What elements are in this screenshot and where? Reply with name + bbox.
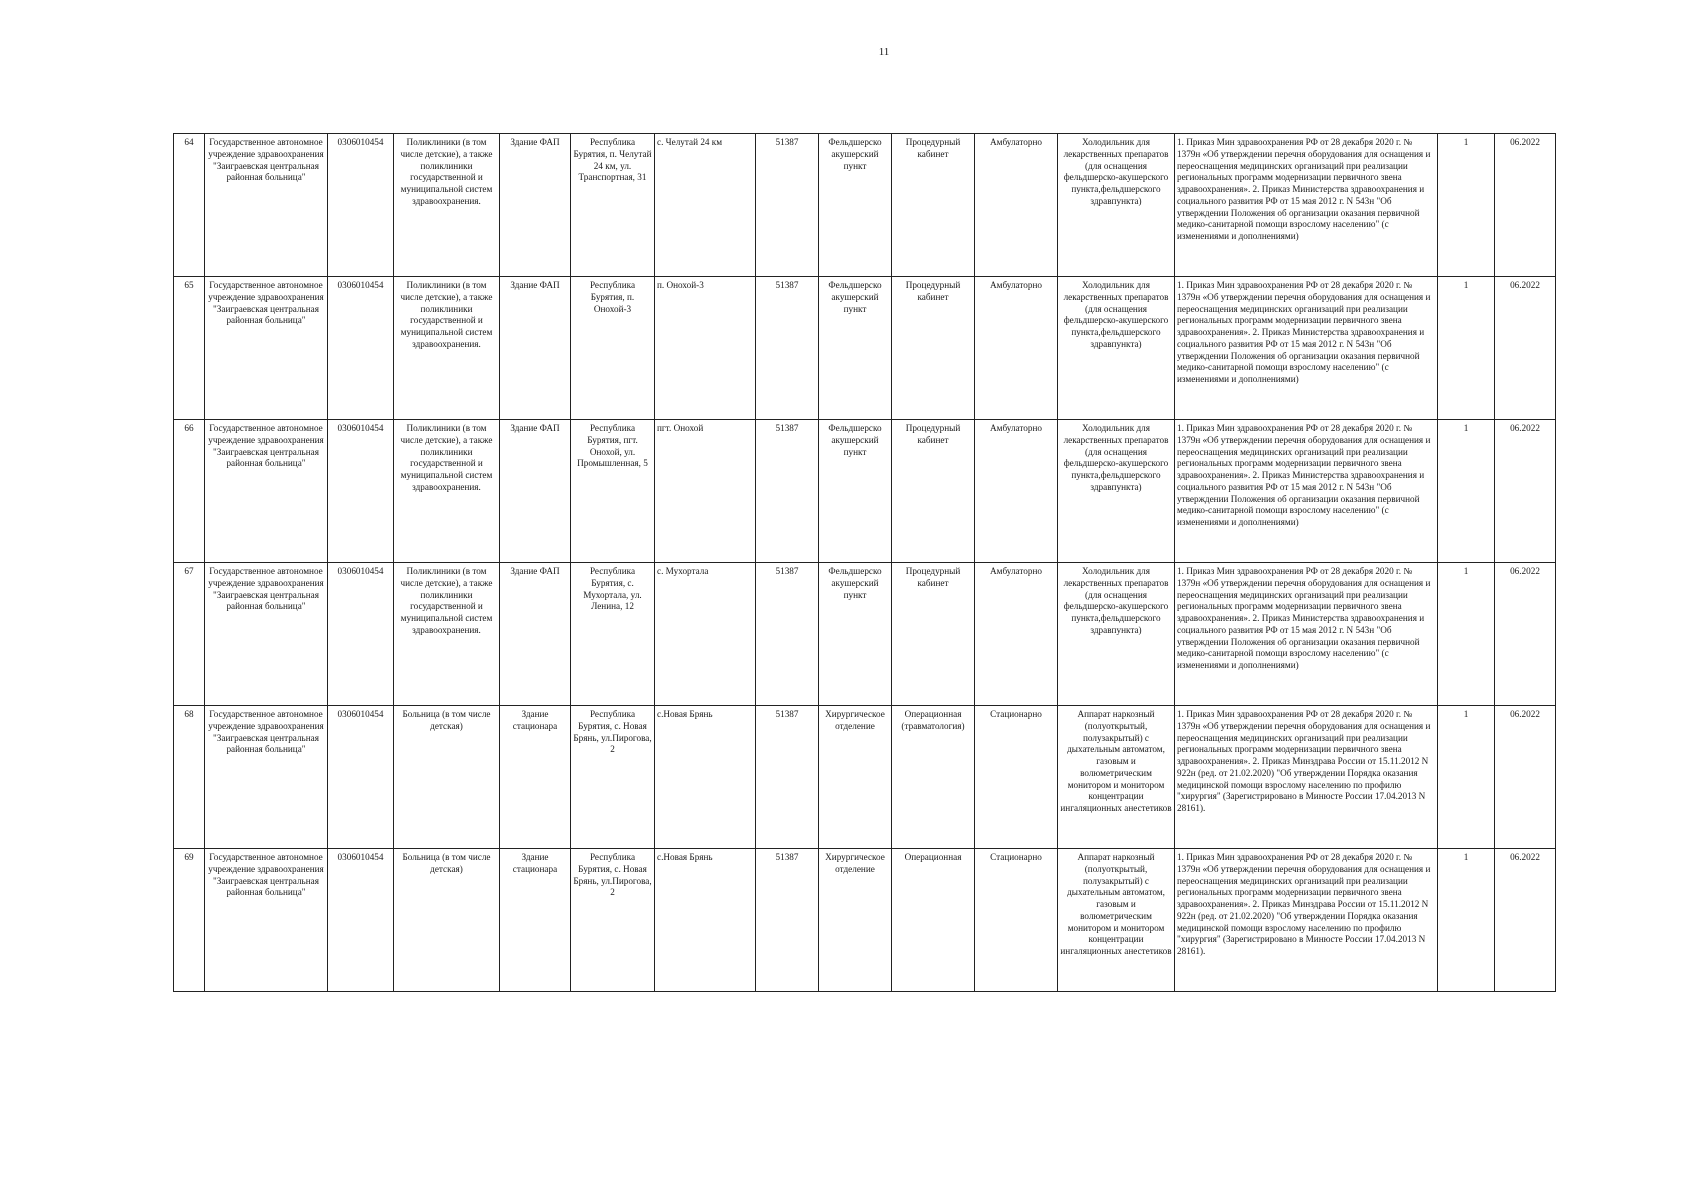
inn-cell: 0306010454 [328, 420, 394, 563]
care-mode-cell: Амбулаторно [975, 277, 1058, 420]
care-mode-cell: Амбулаторно [975, 134, 1058, 277]
row-number-cell: 68 [174, 706, 205, 849]
locality-cell: с. Челутай 24 км [655, 134, 756, 277]
locality-cell: с.Новая Брянь [655, 849, 756, 992]
date-cell: 06.2022 [1495, 277, 1556, 420]
locality-cell: с. Мухортала [655, 563, 756, 706]
address-cell: Республика Бурятия, с. Новая Брянь, ул.Пирогова, 2 [571, 849, 655, 992]
building-cell: Здание ФАП [500, 277, 571, 420]
organization-cell: Государственное автономное учреждение здравоохранения "Заиграевская центральная районная больница" [205, 277, 328, 420]
equipment-cell: Холодильник для лекарственных препаратов (для оснащения фельдшерско-акушерского пункта,фельдшерского здравпункта) [1058, 134, 1175, 277]
date-cell: 06.2022 [1495, 134, 1556, 277]
table-row [174, 849, 1556, 992]
table-row [174, 420, 1556, 563]
row-number-cell: 67 [174, 563, 205, 706]
building-cell: Здание ФАП [500, 420, 571, 563]
quantity-cell: 1 [1438, 420, 1495, 563]
row-number-cell: 69 [174, 849, 205, 992]
inn-cell: 0306010454 [328, 277, 394, 420]
date-cell: 06.2022 [1495, 706, 1556, 849]
date-cell: 06.2022 [1495, 420, 1556, 563]
code-cell: 51387 [756, 706, 819, 849]
legal-basis-cell: 1. Приказ Мин здравоохранения РФ от 28 декабря 2020 г. № 1379н «Об утверждении перечня оборудования для оснащения и переоснащения медицинских организаций при реализации региональных программ модернизации первичного звена здравоохранения». 2. Приказ Министерства здравоохранения и социального развития РФ от 15 мая 2012 г. N 543н "Об утверждении Положения об организации оказания первичной медико-санитарной помощи взрослому населению" (с изменениями и дополнениями) [1175, 563, 1438, 706]
table-row [174, 706, 1556, 849]
room-cell: Процедурный кабинет [892, 563, 975, 706]
facility-type-cell: Поликлиники (в том числе детские), а также поликлиники государственной и муниципальной систем здравоохранения. [394, 134, 500, 277]
inn-cell: 0306010454 [328, 706, 394, 849]
quantity-cell: 1 [1438, 849, 1495, 992]
legal-basis-cell: 1. Приказ Мин здравоохранения РФ от 28 декабря 2020 г. № 1379н «Об утверждении перечня оборудования для оснащения и переоснащения медицинских организаций при реализации региональных программ модернизации первичного звена здравоохранения». 2. Приказ Минздрава России от 15.11.2012 N 922н (ред. от 21.02.2020) "Об утверждении Порядка оказания медицинской помощи взрослому населению по профилю "хирургия" (Зарегистрировано в Минюсте России 17.04.2013 N 28161). [1175, 706, 1438, 849]
room-cell: Процедурный кабинет [892, 134, 975, 277]
address-cell: Республика Бурятия, п. Челутай 24 км, ул. Транспортная, 31 [571, 134, 655, 277]
legal-basis-cell: 1. Приказ Мин здравоохранения РФ от 28 декабря 2020 г. № 1379н «Об утверждении перечня оборудования для оснащения и переоснащения медицинских организаций при реализации региональных программ модернизации первичного звена здравоохранения». 2. Приказ Министерства здравоохранения и социального развития РФ от 15 мая 2012 г. N 543н "Об утверждении Положения об организации оказания первичной медико-санитарной помощи взрослому населению" (с изменениями и дополнениями) [1175, 277, 1438, 420]
equipment-cell: Холодильник для лекарственных препаратов (для оснащения фельдшерско-акушерского пункта,фельдшерского здравпункта) [1058, 563, 1175, 706]
organization-cell: Государственное автономное учреждение здравоохранения "Заиграевская центральная районная больница" [205, 563, 328, 706]
date-cell: 06.2022 [1495, 849, 1556, 992]
room-cell: Процедурный кабинет [892, 277, 975, 420]
inn-cell: 0306010454 [328, 849, 394, 992]
room-cell: Операционная (травматология) [892, 706, 975, 849]
equipment-cell: Аппарат наркозный (полуоткрытый, полузакрытый) с дыхательным автоматом, газовым и волюметрическим монитором и монитором концентрации ингаляционных анестетиков [1058, 849, 1175, 992]
code-cell: 51387 [756, 563, 819, 706]
organization-cell: Государственное автономное учреждение здравоохранения "Заиграевская центральная районная больница" [205, 849, 328, 992]
building-cell: Здание ФАП [500, 134, 571, 277]
inn-cell: 0306010454 [328, 134, 394, 277]
quantity-cell: 1 [1438, 134, 1495, 277]
address-cell: Республика Бурятия, п. Онохой-3 [571, 277, 655, 420]
address-cell: Республика Бурятия, пгт. Онохой, ул. Промышленная, 5 [571, 420, 655, 563]
building-cell: Здание ФАП [500, 563, 571, 706]
quantity-cell: 1 [1438, 706, 1495, 849]
room-cell: Операционная [892, 849, 975, 992]
unit-cell: Фельдшерско акушерский пункт [819, 277, 892, 420]
inn-cell: 0306010454 [328, 563, 394, 706]
facility-type-cell: Больница (в том числе детская) [394, 849, 500, 992]
quantity-cell: 1 [1438, 277, 1495, 420]
code-cell: 51387 [756, 420, 819, 563]
organization-cell: Государственное автономное учреждение здравоохранения "Заиграевская центральная районная больница" [205, 420, 328, 563]
unit-cell: Фельдшерско акушерский пункт [819, 134, 892, 277]
room-cell: Процедурный кабинет [892, 420, 975, 563]
code-cell: 51387 [756, 134, 819, 277]
facility-type-cell: Поликлиники (в том числе детские), а также поликлиники государственной и муниципальной систем здравоохранения. [394, 277, 500, 420]
locality-cell: пгт. Онохой [655, 420, 756, 563]
equipment-cell: Аппарат наркозный (полуоткрытый, полузакрытый) с дыхательным автоматом, газовым и волюметрическим монитором и монитором концентрации ингаляционных анестетиков [1058, 706, 1175, 849]
legal-basis-cell: 1. Приказ Мин здравоохранения РФ от 28 декабря 2020 г. № 1379н «Об утверждении перечня оборудования для оснащения и переоснащения медицинских организаций при реализации региональных программ модернизации первичного звена здравоохранения». 2. Приказ Министерства здравоохранения и социального развития РФ от 15 мая 2012 г. N 543н "Об утверждении Положения об организации оказания первичной медико-санитарной помощи взрослому населению" (с изменениями и дополнениями) [1175, 420, 1438, 563]
unit-cell: Хирургическое отделение [819, 706, 892, 849]
locality-cell: с.Новая Брянь [655, 706, 756, 849]
address-cell: Республика Бурятия, с. Новая Брянь, ул.Пирогова, 2 [571, 706, 655, 849]
code-cell: 51387 [756, 849, 819, 992]
building-cell: Здание стационара [500, 706, 571, 849]
table-body [174, 134, 1556, 992]
facility-type-cell: Поликлиники (в том числе детские), а также поликлиники государственной и муниципальной систем здравоохранения. [394, 420, 500, 563]
legal-basis-cell: 1. Приказ Мин здравоохранения РФ от 28 декабря 2020 г. № 1379н «Об утверждении перечня оборудования для оснащения и переоснащения медицинских организаций при реализации региональных программ модернизации первичного звена здравоохранения». 2. Приказ Минздрава России от 15.11.2012 N 922н (ред. от 21.02.2020) "Об утверждении Порядка оказания медицинской помощи взрослому населению по профилю "хирургия" (Зарегистрировано в Минюсте России 17.04.2013 N 28161). [1175, 849, 1438, 992]
care-mode-cell: Стационарно [975, 849, 1058, 992]
row-number-cell: 65 [174, 277, 205, 420]
locality-cell: п. Онохой-3 [655, 277, 756, 420]
equipment-cell: Холодильник для лекарственных препаратов (для оснащения фельдшерско-акушерского пункта,фельдшерского здравпункта) [1058, 420, 1175, 563]
table-row [174, 277, 1556, 420]
facility-type-cell: Больница (в том числе детская) [394, 706, 500, 849]
building-cell: Здание стационара [500, 849, 571, 992]
code-cell: 51387 [756, 277, 819, 420]
address-cell: Республика Бурятия, с. Мухортала, ул. Ленина, 12 [571, 563, 655, 706]
table-row [174, 563, 1556, 706]
organization-cell: Государственное автономное учреждение здравоохранения "Заиграевская центральная районная больница" [205, 134, 328, 277]
quantity-cell: 1 [1438, 563, 1495, 706]
row-number-cell: 64 [174, 134, 205, 277]
legal-basis-cell: 1. Приказ Мин здравоохранения РФ от 28 декабря 2020 г. № 1379н «Об утверждении перечня оборудования для оснащения и переоснащения медицинских организаций при реализации региональных программ модернизации первичного звена здравоохранения». 2. Приказ Министерства здравоохранения и социального развития РФ от 15 мая 2012 г. N 543н "Об утверждении Положения об организации оказания первичной медико-санитарной помощи взрослому населению" (с изменениями и дополнениями) [1175, 134, 1438, 277]
organization-cell: Государственное автономное учреждение здравоохранения "Заиграевская центральная районная больница" [205, 706, 328, 849]
unit-cell: Фельдшерско акушерский пункт [819, 563, 892, 706]
care-mode-cell: Амбулаторно [975, 563, 1058, 706]
page-number: 11 [878, 46, 890, 58]
date-cell: 06.2022 [1495, 563, 1556, 706]
care-mode-cell: Стационарно [975, 706, 1058, 849]
unit-cell: Фельдшерско акушерский пункт [819, 420, 892, 563]
unit-cell: Хирургическое отделение [819, 849, 892, 992]
equipment-cell: Холодильник для лекарственных препаратов (для оснащения фельдшерско-акушерского пункта,фельдшерского здравпункта) [1058, 277, 1175, 420]
equipment-table [173, 133, 1556, 992]
facility-type-cell: Поликлиники (в том числе детские), а также поликлиники государственной и муниципальной систем здравоохранения. [394, 563, 500, 706]
care-mode-cell: Амбулаторно [975, 420, 1058, 563]
table-row [174, 134, 1556, 277]
row-number-cell: 66 [174, 420, 205, 563]
